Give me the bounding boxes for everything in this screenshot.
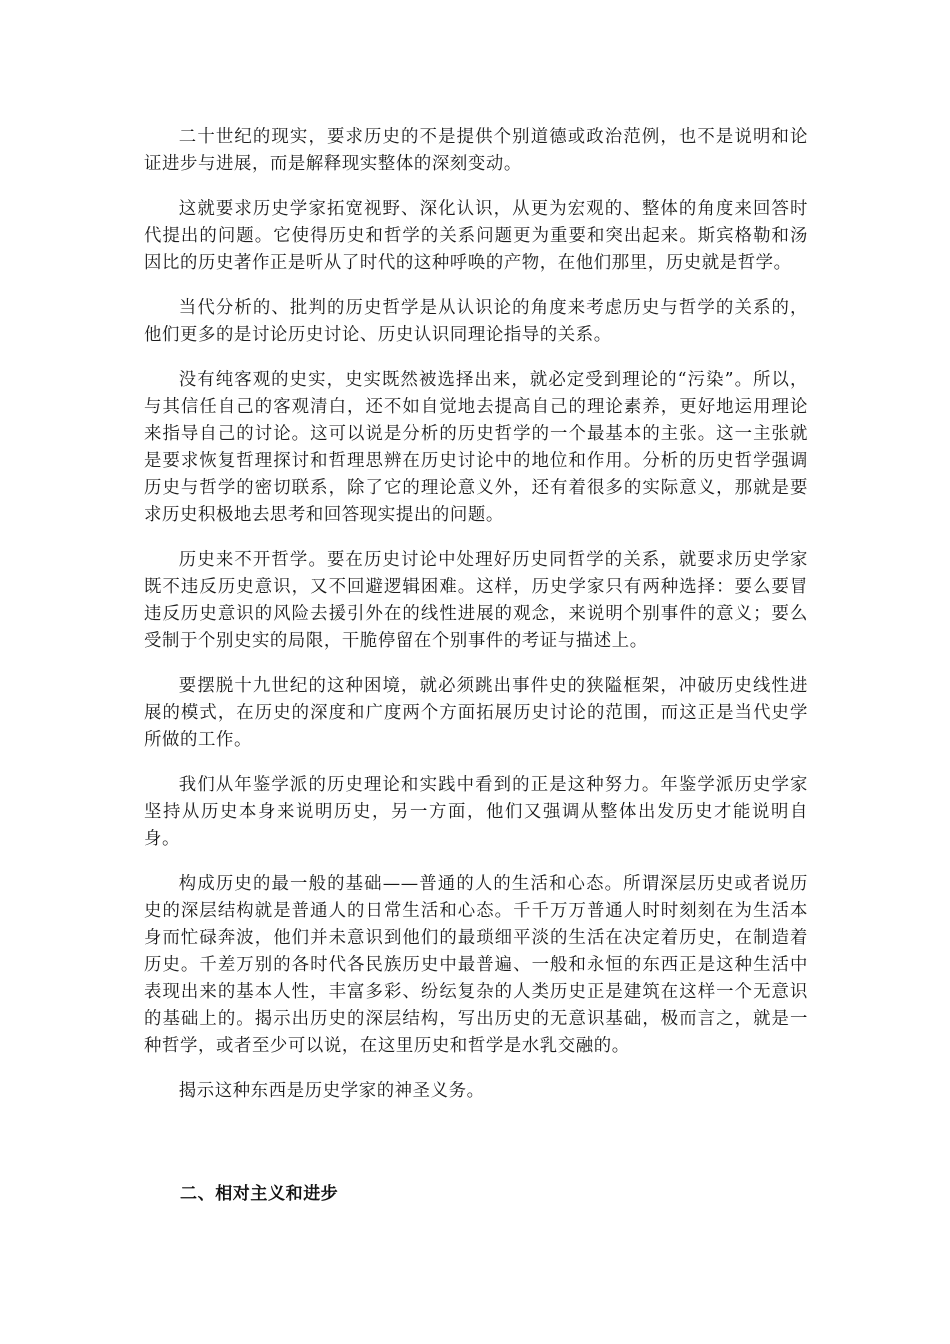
paragraph-8: 构成历史的最一般的基础——普通的人的生活和心态。所谓深层历史或者说历史的深层结构就是普通人的日常生活和心态。千千万万普通人时时刻刻在为生活本身而忙碌奔波，他们并未意识到他们的最琐细平淡的生活在决定着历史，在制造着历史。千差万别的各时代各民族历史中最普遍、一般和永恒的东西正是这种生活中表现出来的基本人性，丰富多彩、纷纭复杂的人类历史正是建筑在这样一个无意识的基础上的。揭示出历史的深层结构，写出历史的无意识基础，极而言之，就是一种哲学，或者至少可以说，在这里历史和哲学是水乳交融的。	[144, 874, 808, 1056]
paragraph-7: 我们从年鉴学派的历史理论和实践中看到的正是这种努力。年鉴学派历史学家坚持从历史本身来说明历史，另一方面，他们又强调从整体出发历史才能说明自身。	[144, 775, 808, 849]
paragraph-5: 历史来不开哲学。要在历史讨论中处理好历史同哲学的关系，就要求历史学家既不违反历史意识，又不回避逻辑困难。这样，历史学家只有两种选择：要么要冒违反历史意识的风险去援引外在的线性进展的观念，来说明个别事件的意义；要么受制于个别史实的局限，干脆停留在个别事件的考证与描述上。	[144, 550, 808, 651]
paragraph-3: 当代分析的、批判的历史哲学是从认识论的角度来考虑历史与哲学的关系的，他们更多的是讨论历史讨论、历史认识同理论指导的关系。	[144, 298, 808, 345]
paragraph-9: 揭示这种东西是历史学家的神圣义务。	[178, 1081, 485, 1101]
section-heading: 二、相对主义和进步	[180, 1184, 339, 1204]
paragraph-2: 这就要求历史学家拓宽视野、深化认识，从更为宏观的、整体的角度来回答时代提出的问题。它使得历史和哲学的关系问题更为重要和突出起来。斯宾格勒和汤因比的历史著作正是听从了时代的这种呼唤的产物，在他们那里，历史就是哲学。	[144, 199, 808, 273]
paragraph-6: 要摆脱十九世纪的这种困境，就必须跳出事件史的狭隘框架，冲破历史线性进展的模式，在历史的深度和广度两个方面拓展历史讨论的范围，而这正是当代史学所做的工作。	[144, 676, 808, 750]
paragraph-1: 二十世纪的现实，要求历史的不是提供个别道德或政治范例，也不是说明和论证进步与进展，而是解释现实整体的深刻变动。	[144, 127, 808, 174]
paragraph-4: 没有纯客观的史实，史实既然被选择出来，就必定受到理论的“污染”。所以，与其信任自己的客观清白，还不如自觉地去提高自己的理论素养，更好地运用理论来指导自己的讨论。这可以说是分析的历史哲学的一个最基本的主张。这一主张就是要求恢复哲理探讨和哲理思辨在历史讨论中的地位和作用。分析的历史哲学强调历史与哲学的密切联系，除了它的理论意义外，还有着很多的实际意义，那就是要求历史积极地去思考和回答现实提出的问题。	[144, 370, 808, 525]
document-body	[144, 124, 808, 1123]
